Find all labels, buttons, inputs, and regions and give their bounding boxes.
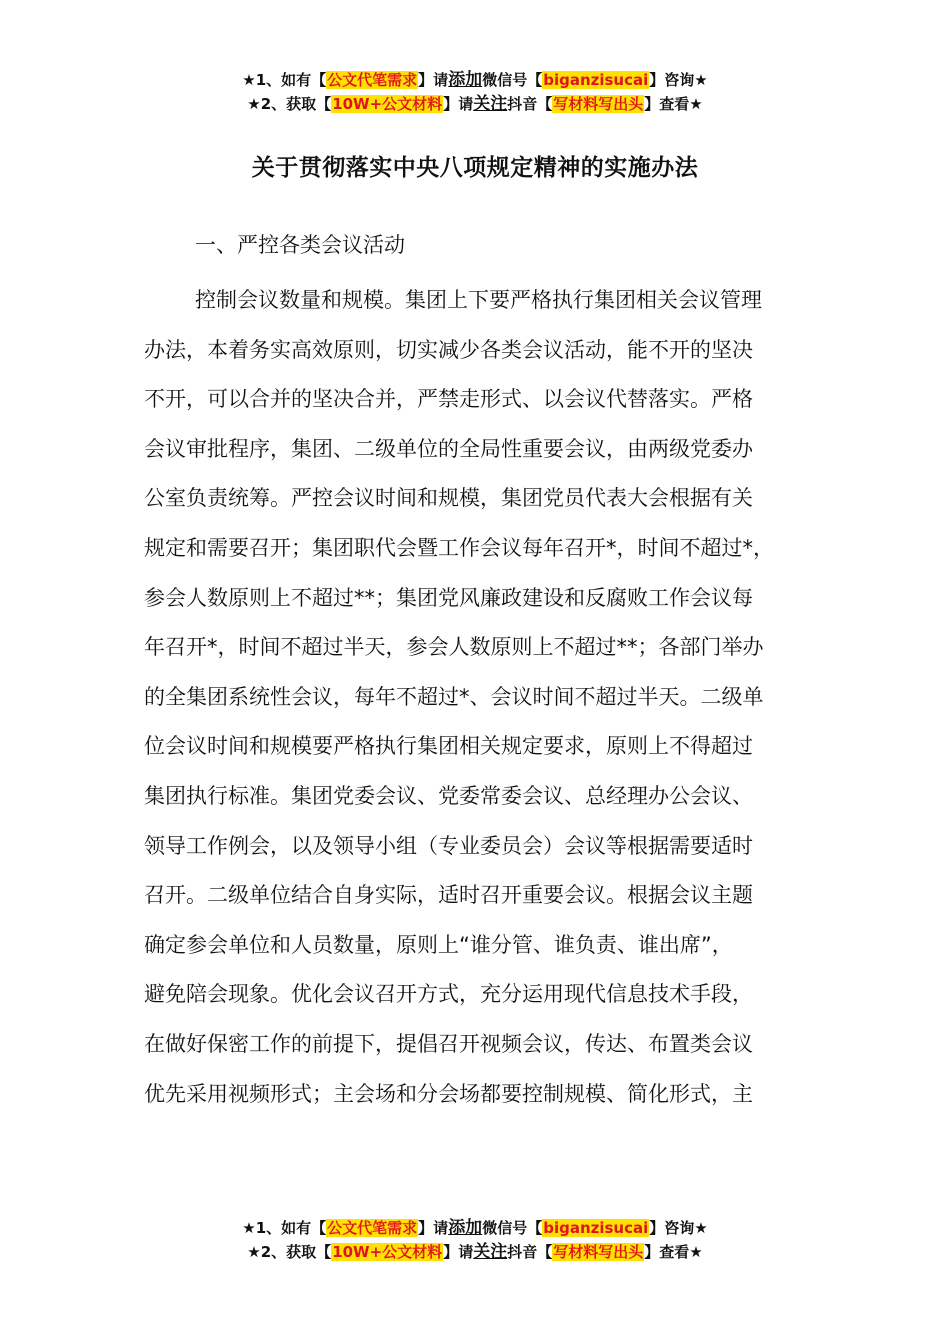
paragraph-line: 公室负责统筹。严控会议时间和规模，集团党员代表大会根据有关 xyxy=(144,486,753,511)
banner-text: 抖音【 xyxy=(507,95,553,113)
banner-text: ★1、如有【 xyxy=(242,1219,327,1237)
body-paragraph xyxy=(144,276,814,1119)
banner-text: ★1、如有【 xyxy=(242,71,327,89)
banner-text: 】请 xyxy=(443,1243,474,1261)
paragraph-line: 召开。二级单位结合自身实际，适时召开重要会议。根据会议主题 xyxy=(144,883,753,908)
banner-line-1 xyxy=(0,68,950,92)
banner-text: 】咨询★ xyxy=(649,71,708,89)
paragraph-line: 的全集团系统性会议，每年不超过*、会议时间不超过半天。二级单 xyxy=(144,684,764,709)
banner-highlight-service: 公文代笔需求 xyxy=(327,71,418,89)
paragraph-line: 参会人数原则上不超过**；集团党风廉政建设和反腐败工作会议每 xyxy=(144,585,753,610)
banner-line-2 xyxy=(0,92,950,116)
paragraph-line: 避免陪会现象。优化会议召开方式，充分运用现代信息技术手段， xyxy=(144,982,753,1007)
banner-text: 微信号【 xyxy=(482,1219,543,1237)
paragraph-line: 领导工作例会，以及领导小组（专业委员会）会议等根据需要适时 xyxy=(144,833,753,858)
banner-highlight-materials: 10W+公文材料 xyxy=(332,95,443,113)
banner-text: 】查看★ xyxy=(644,1243,703,1261)
banner-highlight-douyin-account: 写材料写出头 xyxy=(553,1243,644,1261)
paragraph-line: 在做好保密工作的前提下，提倡召开视频会议，传达、布置类会议 xyxy=(144,1031,753,1056)
banner-text: 】请 xyxy=(443,95,474,113)
banner-text: 】请 xyxy=(418,1219,449,1237)
bottom-banner xyxy=(0,1216,950,1264)
banner-line-2 xyxy=(0,1240,950,1264)
paragraph-line: 控制会议数量和规模。集团上下要严格执行集团相关会议管理 xyxy=(195,288,762,312)
paragraph-line: 不开，可以合并的坚决合并，严禁走形式、以会议代替落实。严格 xyxy=(144,387,753,412)
paragraph-line: 年召开*，时间不超过半天，参会人数原则上不超过**；各部门举办 xyxy=(144,635,764,660)
top-banner xyxy=(0,68,950,116)
banner-emphasis: 添加 xyxy=(448,1218,483,1238)
banner-line-1 xyxy=(0,1216,950,1240)
banner-emphasis: 关注 xyxy=(473,1242,508,1262)
banner-highlight-douyin-account: 写材料写出头 xyxy=(553,95,644,113)
banner-text: ★2、获取【 xyxy=(247,1243,332,1261)
paragraph-line: 优先采用视频形式；主会场和分会场都要控制规模、简化形式，主 xyxy=(144,1081,753,1106)
paragraph-line: 集团执行标准。集团党委会议、党委常委会议、总经理办公会议、 xyxy=(144,783,753,808)
banner-emphasis: 关注 xyxy=(473,94,508,114)
paragraph-line: 位会议时间和规模要严格执行集团相关规定要求，原则上不得超过 xyxy=(144,734,753,759)
banner-highlight-service: 公文代笔需求 xyxy=(327,1219,418,1237)
banner-text: ★2、获取【 xyxy=(247,95,332,113)
section-heading: 一、严控各类会议活动 xyxy=(195,233,405,257)
paragraph-line: 确定参会单位和人员数量，原则上“谁分管、谁负责、谁出席”， xyxy=(144,932,733,957)
banner-text: 微信号【 xyxy=(482,71,543,89)
banner-highlight-wechat-id: biganzisucai xyxy=(543,1219,649,1237)
banner-text: 】查看★ xyxy=(644,95,703,113)
paragraph-line: 会议审批程序，集团、二级单位的全局性重要会议，由两级党委办 xyxy=(144,436,753,461)
banner-text: 抖音【 xyxy=(507,1243,553,1261)
banner-text: 】请 xyxy=(418,71,449,89)
document-title: 关于贯彻落实中央八项规定精神的实施办法 xyxy=(251,155,699,181)
banner-highlight-wechat-id: biganzisucai xyxy=(543,71,649,89)
banner-text: 】咨询★ xyxy=(649,1219,708,1237)
banner-highlight-materials: 10W+公文材料 xyxy=(332,1243,443,1261)
paragraph-line: 规定和需要召开；集团职代会暨工作会议每年召开*，时间不超过*， xyxy=(144,535,774,560)
banner-emphasis: 添加 xyxy=(448,70,483,90)
paragraph-line: 办法，本着务实高效原则，切实减少各类会议活动，能不开的坚决 xyxy=(144,337,753,362)
